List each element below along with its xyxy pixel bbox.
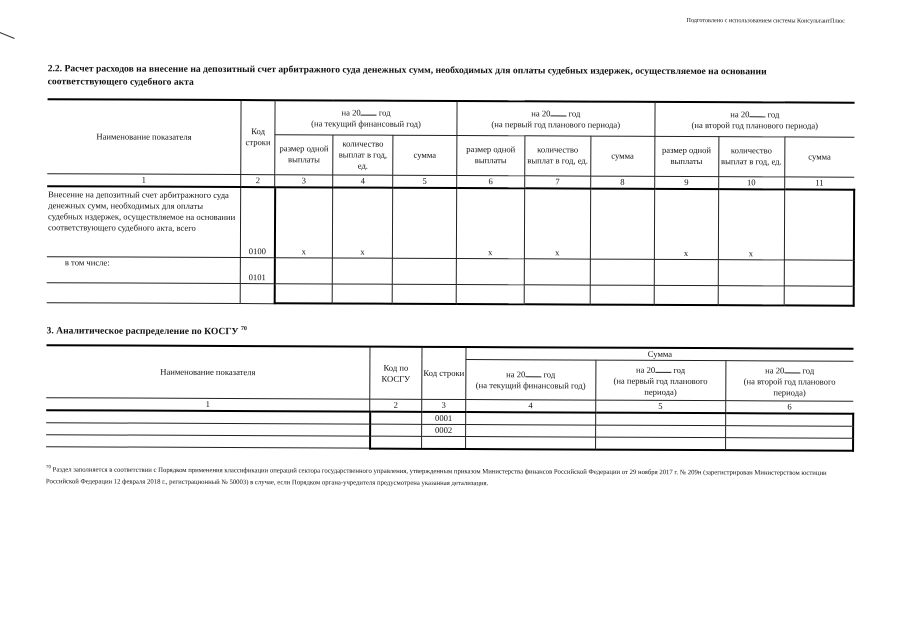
row-name-empty xyxy=(46,435,370,448)
col-number: 3 xyxy=(422,399,466,412)
section-3-title: 3. Аналитическое распределение по КОСГУ $^{70}$ xyxy=(46,325,247,338)
col-number: 1 xyxy=(46,398,370,412)
value-cell xyxy=(654,259,718,285)
value-cell xyxy=(456,258,524,284)
row-name-empty xyxy=(47,282,241,303)
sub-sum-header: сумма xyxy=(784,136,854,176)
sub-count-header: количество выплат в год, ед. xyxy=(333,134,393,174)
value-cell xyxy=(718,285,784,305)
value-cell xyxy=(725,413,853,426)
value-cell xyxy=(274,257,332,283)
table-row xyxy=(47,282,854,306)
value-cell xyxy=(466,412,596,425)
section-22-title: 2.2. Расчет расходов на внесение на депозитный счет арбитражного суда денежных сумм, необходимых для оплаты судебных издержек, осуществляемое на основании соответствующего судебного акта xyxy=(47,63,767,88)
value-cell xyxy=(370,424,422,436)
value-cell xyxy=(465,437,595,450)
value-cell xyxy=(725,438,853,451)
value-cell xyxy=(392,284,456,304)
value-cell xyxy=(725,426,853,439)
period-current-header: на 20 год (на текущий финансовый год) xyxy=(466,360,596,401)
col-number: 2 xyxy=(370,399,422,412)
value-cell xyxy=(595,413,725,426)
value-cell xyxy=(654,285,718,305)
x-mark: х xyxy=(275,187,333,257)
col-number: 5 xyxy=(393,175,457,188)
value-cell xyxy=(332,283,392,303)
table-row xyxy=(46,435,853,451)
col-number: 11 xyxy=(784,176,854,189)
value-cell xyxy=(332,257,392,283)
footnote-text: Раздел заполняется в соответствии с Порядком применения классификации операций сектора государственного управления, утвержденным приказом Министерства финансов Российской Федерации от 29 ноября 2017 г. № 209н (зарегистрирован Министерством юстиции Российской Федерации 12 февраля 2018 г., регистрационный № 50003) в случае, если Порядком органа-учредителя предусмотрена указанная детализация. xyxy=(45,466,827,488)
col-sum-header: Сумма xyxy=(466,347,854,361)
col-number: 8 xyxy=(590,176,654,189)
period-second-header: на 20 год (на второй год планового периода) xyxy=(725,361,853,402)
period-current-header: на 20 год (на текущий финансовый год) xyxy=(275,100,457,135)
value-cell xyxy=(784,189,854,259)
col-number: 6 xyxy=(457,175,525,188)
value-cell xyxy=(590,189,654,259)
col-number: 7 xyxy=(525,175,591,188)
value-cell xyxy=(274,283,332,303)
value-cell xyxy=(456,284,524,304)
period-first-header: на 20 год (на первый год планового периода) xyxy=(457,101,655,136)
col-name-header: Наименование показателя xyxy=(46,345,370,399)
col-number: 2 xyxy=(241,174,275,187)
period-second-header: на 20 год (на второй год планового периода) xyxy=(655,102,855,137)
value-cell xyxy=(595,425,725,438)
section-22-table xyxy=(47,98,856,307)
sub-count-header: количество выплат в год, ед. xyxy=(718,136,784,176)
col-number: 6 xyxy=(725,401,853,414)
value-cell xyxy=(392,258,456,284)
col-number: 5 xyxy=(595,400,725,413)
sub-sum-header: сумма xyxy=(393,135,457,175)
x-mark: х xyxy=(456,188,524,258)
col-kosgu-header: Код по КОСГУ xyxy=(370,347,422,400)
x-mark: х xyxy=(654,189,718,259)
value-cell xyxy=(590,259,654,285)
x-mark: х xyxy=(332,187,392,257)
col-number: 3 xyxy=(275,174,333,187)
footnote xyxy=(46,462,846,492)
row-code: 0002 xyxy=(422,424,466,436)
value-cell xyxy=(590,285,654,305)
prepared-note: Подготовлено с использованием системы КонсультантПлюс xyxy=(686,16,845,25)
value-cell xyxy=(466,425,596,438)
row-code-empty xyxy=(240,283,274,303)
table-row xyxy=(47,186,854,260)
value-cell xyxy=(524,258,590,284)
sub-size-header: размер одной выплаты xyxy=(275,134,333,174)
section-3-table xyxy=(46,344,854,451)
col-number: 4 xyxy=(466,400,596,413)
value-cell xyxy=(370,412,422,425)
row-code: 0001 xyxy=(422,412,466,425)
sub-size-header: размер одной выплаты xyxy=(457,135,525,175)
col-code-header: Код строки xyxy=(422,347,466,400)
row-code: 0101 xyxy=(240,257,274,283)
row-code-empty xyxy=(422,436,466,448)
value-cell xyxy=(784,259,854,285)
col-number: 1 xyxy=(47,173,241,187)
corner-mark xyxy=(0,32,15,39)
value-cell xyxy=(784,285,854,305)
sub-size-header: размер одной выплаты xyxy=(654,136,718,176)
footnote-number: 70 xyxy=(45,465,51,471)
col-number: 10 xyxy=(718,176,784,189)
value-cell xyxy=(595,437,725,450)
x-mark: х xyxy=(718,189,784,259)
row-name-total: Внесение на депозитный счет арбитражного суда денежных сумм, необходимых для оплаты судебных издержек, осуществляемое на основании соответствующего судебного акта, всего xyxy=(47,186,241,257)
period-first-header: на 20 год (на первый год планового периода) xyxy=(596,360,726,401)
value-cell xyxy=(370,436,422,448)
col-number: 9 xyxy=(654,176,718,189)
footnote-ref: 70 xyxy=(240,326,247,333)
col-number: 4 xyxy=(333,174,393,187)
sub-count-header: количество выплат в год, ед. xyxy=(525,135,591,175)
value-cell xyxy=(524,284,590,304)
col-name-header: Наименование показателя xyxy=(47,99,241,174)
row-code: 0100 xyxy=(241,187,275,257)
value-cell xyxy=(718,259,784,285)
col-code-header: Код строки xyxy=(241,100,275,174)
row-name-including: в том числе: xyxy=(47,256,241,283)
x-mark: х xyxy=(524,188,590,258)
table-row xyxy=(47,256,854,286)
sub-sum-header: сумма xyxy=(591,136,655,176)
value-cell xyxy=(392,188,456,258)
